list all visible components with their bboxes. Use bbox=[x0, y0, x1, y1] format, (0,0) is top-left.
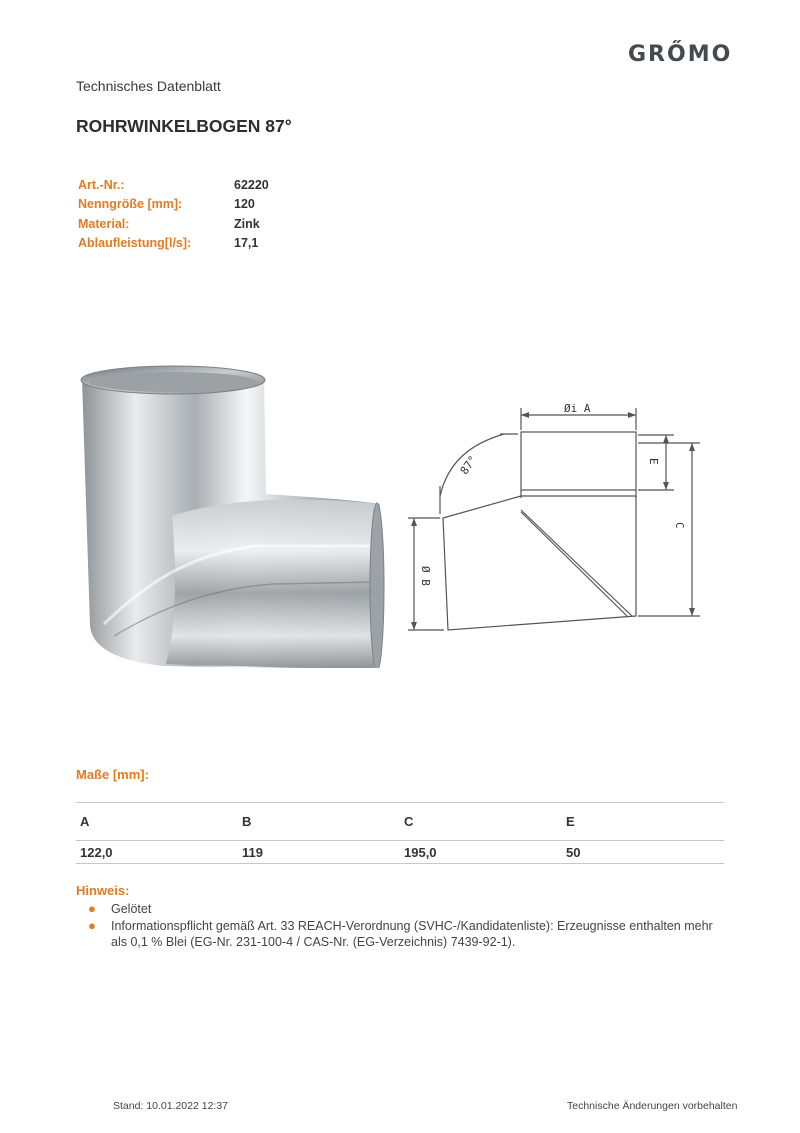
spec-row-material bbox=[78, 214, 269, 234]
notes-list bbox=[88, 901, 728, 951]
dim-label-c: C bbox=[673, 522, 686, 529]
table-header: B bbox=[242, 814, 252, 829]
note-text: Informationspflicht gemäß Art. 33 REACH-Verordnung (SVHC-/Kandidatenliste): Erzeugnisse enthalten mehr als 0,1 % Blei (EG-Nr. 231-100-4 / CAS-Nr. (EG-Verzeichnis) 7439-92-1). bbox=[111, 918, 713, 949]
spec-row-article bbox=[78, 175, 269, 195]
document-type: Technisches Datenblatt bbox=[76, 78, 221, 94]
spec-value: 17,1 bbox=[234, 236, 259, 251]
list-item bbox=[88, 918, 728, 951]
list-item bbox=[88, 901, 728, 918]
technical-drawing bbox=[400, 398, 710, 638]
footer-date: Stand: 10.01.2022 12:37 bbox=[113, 1100, 229, 1112]
table-rule bbox=[76, 863, 724, 864]
brand-logo: GRŐMO bbox=[628, 42, 733, 67]
bullet-icon: ● bbox=[88, 917, 96, 933]
dim-label-a: Øi A bbox=[564, 402, 591, 415]
spec-value: Zink bbox=[234, 216, 260, 231]
bullet-icon: ● bbox=[88, 901, 96, 916]
footer-disclaimer: Technische Änderungen vorbehalten bbox=[567, 1100, 738, 1112]
spec-row-flow bbox=[78, 234, 269, 254]
table-cell: 50 bbox=[566, 844, 581, 860]
spec-value: 120 bbox=[234, 197, 255, 212]
table-header-row bbox=[76, 803, 724, 840]
spec-label: Art.-Nr.: bbox=[78, 177, 125, 192]
spec-label: Material: bbox=[78, 216, 130, 231]
note-text: Gelötet bbox=[111, 902, 152, 916]
table-row bbox=[76, 841, 724, 863]
table-header: C bbox=[404, 814, 414, 829]
dim-label-e: E bbox=[647, 458, 660, 465]
page-title: ROHRWINKELBOGEN 87° bbox=[76, 116, 292, 136]
spec-list bbox=[78, 175, 269, 253]
product-photo bbox=[74, 356, 386, 668]
dim-label-b: Ø B bbox=[419, 566, 432, 586]
spec-label: Ablaufleistung[l/s]: bbox=[78, 236, 192, 251]
table-cell: 195,0 bbox=[404, 844, 437, 860]
spec-value: 62220 bbox=[234, 177, 269, 192]
spec-label: Nenngröße [mm]: bbox=[78, 197, 183, 212]
table-cell: 119 bbox=[242, 844, 263, 860]
table-header: A bbox=[80, 814, 90, 829]
notes-heading: Hinweis: bbox=[76, 883, 130, 898]
table-cell: 122,0 bbox=[80, 844, 113, 860]
dimensions-heading: Maße [mm]: bbox=[76, 767, 149, 782]
table-header: E bbox=[566, 814, 575, 829]
spec-row-size bbox=[78, 195, 269, 215]
dimensions-table bbox=[76, 802, 724, 864]
dim-label-angle: 87° bbox=[457, 453, 480, 477]
